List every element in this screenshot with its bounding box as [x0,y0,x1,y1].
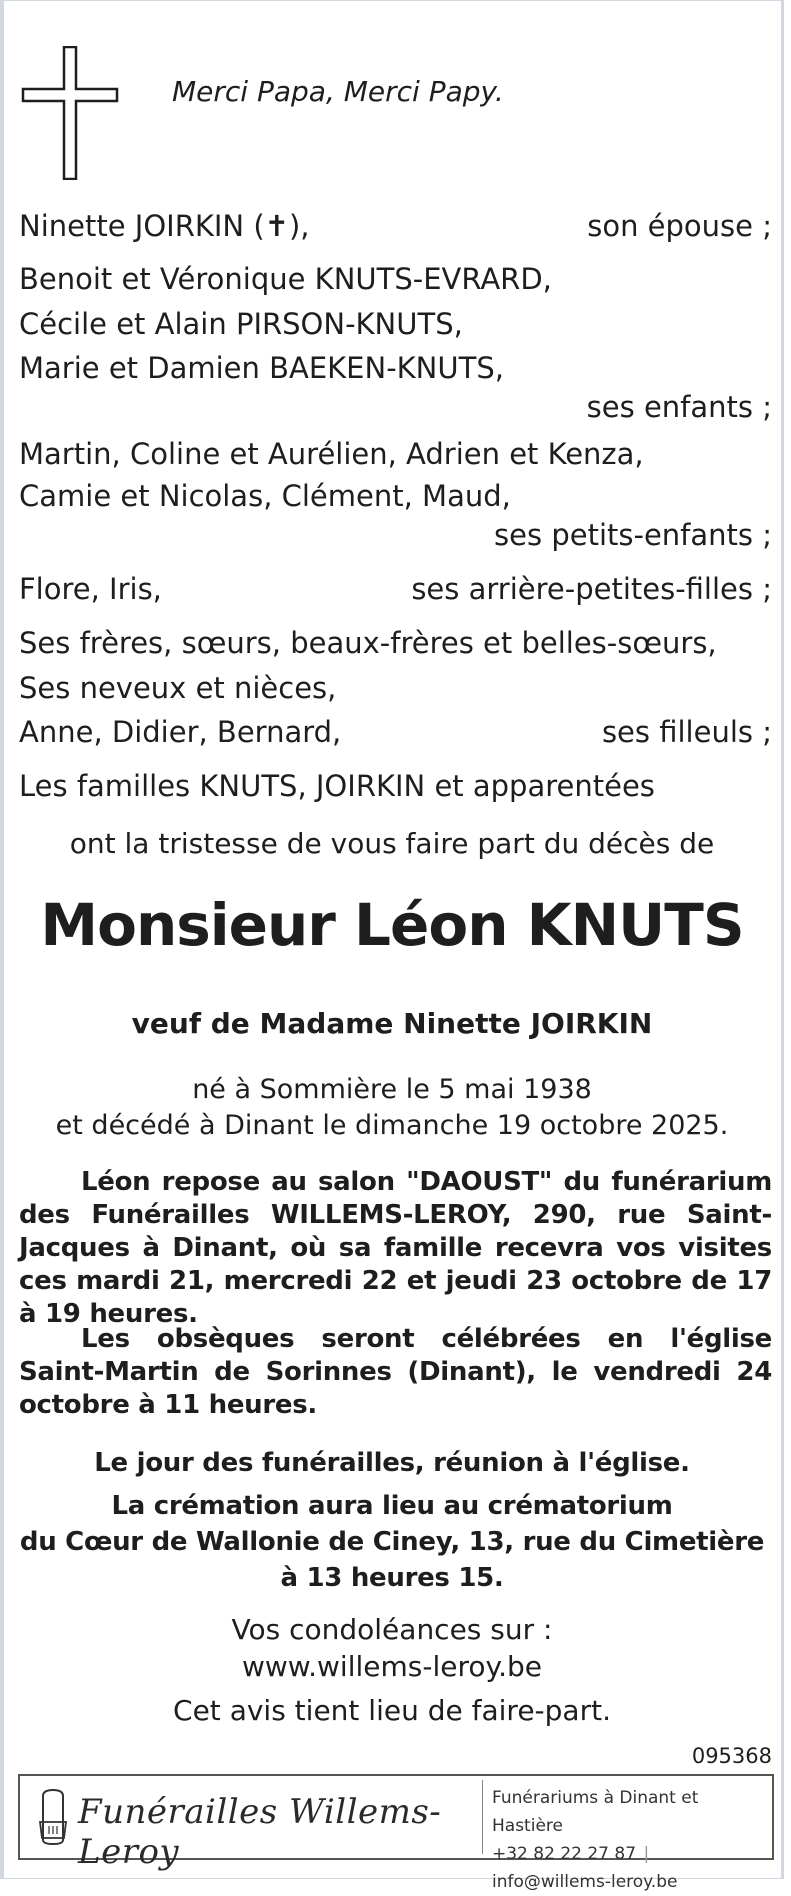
footer-phone[interactable]: +32 82 22 27 87 [492,1844,637,1864]
wake-text: Léon repose au salon "DAOUST" du funérarium des Funérailles WILLEMS-LEROY, 290, rue Saint-Jacques à Dinant, où sa famille recevra vos visites ces mardi 21, mercredi 22 et jeudi 23 octobre de 17 à 19 heures. [19,1167,772,1329]
family-left-8: Flore, Iris, [19,572,162,606]
notice-note: Cet avis tient lieu de faire-part. [173,1694,611,1727]
wake-paragraph [19,1166,772,1331]
reference-number: 095368 [691,1744,772,1768]
family-left-2: Cécile et Alain PIRSON-KNUTS, [19,307,463,341]
footer-divider [482,1780,483,1854]
family-left-6: Camie et Nicolas, Clément, Maud, [19,479,511,513]
family-left-9: Ses frères, sœurs, beaux-frères et belles-sœurs, [19,626,717,660]
widower-line: veuf de Madame Ninette JOIRKIN [131,1007,653,1040]
footer-contact [492,1840,772,1896]
deceased-name: Monsieur Léon KNUTS [40,891,744,959]
death-line: et décédé à Dinant le dimanche 19 octobre 2025. [55,1110,729,1141]
funeral-text: Les obsèques seront célébrées en l'église Saint-Martin de Sorinnes (Dinant), le vendredi 24 octobre à 11 heures. [19,1324,772,1420]
meeting-line: Le jour des funérailles, réunion à l'église. [94,1448,690,1478]
family-left-3: Marie et Damien BAEKEN-KNUTS, [19,351,504,385]
footer-separator: | [643,1844,650,1864]
footer-email[interactable]: info@willems-leroy.be [492,1872,678,1892]
family-right-8: ses arrière-petites-filles ; [411,572,772,606]
family-left-12: Les familles KNUTS, JOIRKIN et apparentées [19,769,655,803]
family-left-11: Anne, Didier, Bernard, [19,715,342,749]
condolences-url[interactable]: www.willems-leroy.be [242,1650,542,1683]
footer-locations: Funérariums à Dinant et Hastière [492,1788,699,1836]
family-left-0: Ninette JOIRKIN (✝), [19,209,310,243]
condolences-label: Vos condoléances sur : [231,1613,553,1646]
family-right-7: ses petits-enfants ; [494,518,772,552]
brand-name: Funérailles Willems-Leroy [78,1792,442,1872]
family-left-5: Martin, Coline et Aurélien, Adrien et Kenza, [19,437,644,471]
brand-logo [20,1776,482,1872]
funeral-paragraph [19,1323,772,1422]
announcement: ont la tristesse de vous faire part du décès de [69,827,715,860]
family-left-10: Ses neveux et nièces, [19,671,337,705]
cross-icon [20,46,120,180]
birth-line: né à Sommière le 5 mai 1938 [192,1074,592,1105]
footer-info [492,1784,772,1896]
family-right-0: son épouse ; [587,209,772,243]
family-right-4: ses enfants ; [586,390,772,424]
family-right-11: ses filleuls ; [601,715,772,749]
urn-icon [34,1788,72,1846]
tagline: Merci Papa, Merci Papy. [172,75,504,108]
family-left-1: Benoit et Véronique KNUTS-EVRARD, [19,262,552,296]
cremation-line-2: du Cœur de Wallonie de Ciney, 13, rue du Cimetière [19,1527,765,1557]
funeral-home-banner [18,1774,774,1892]
cremation-line-1: La crémation aura lieu au crématorium [111,1491,673,1521]
cremation-line-3: à 13 heures 15. [280,1563,504,1593]
